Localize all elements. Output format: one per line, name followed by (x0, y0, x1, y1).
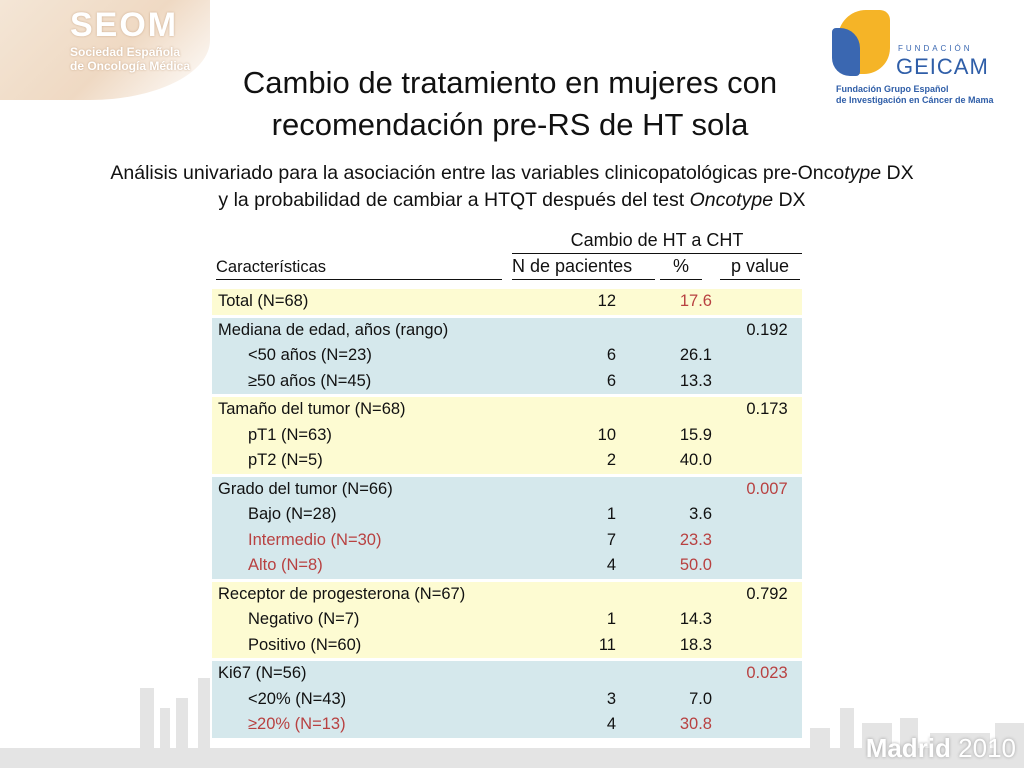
table-group (212, 477, 802, 579)
subtitle-line1-b: type (844, 162, 882, 184)
table-group (212, 397, 802, 474)
row-label: ≥50 años (N=45) (248, 371, 372, 390)
page-title (150, 62, 870, 146)
row-n-pacientes: 10 (597, 425, 616, 444)
row-percent: 7.0 (689, 689, 712, 708)
footer-year: 2010 (958, 733, 1016, 763)
row-n-pacientes: 1 (606, 610, 616, 629)
row-label: pT2 (N=5) (248, 451, 323, 470)
row-label: ≥20% (N=13) (248, 715, 346, 734)
row-label: Positivo (N=60) (248, 635, 362, 654)
table-row (212, 423, 802, 449)
row-label: Bajo (N=28) (248, 505, 337, 524)
row-percent: 18.3 (679, 635, 712, 654)
subtitle-line1-a: Análisis univariado para la asociación entre las variables clinicopatológicas pre-Onco (110, 162, 845, 184)
row-percent: 15.9 (679, 425, 712, 444)
table-header (212, 226, 802, 286)
table-row (212, 289, 802, 315)
row-percent: 40.0 (679, 451, 712, 470)
header-caracteristicas: Características (216, 258, 502, 280)
row-label: Intermedio (N=30) (248, 530, 382, 549)
row-label: Ki67 (N=56) (218, 664, 307, 683)
row-n-pacientes: 3 (606, 689, 616, 708)
row-label: <20% (N=43) (248, 689, 347, 708)
geicam-desc-line1: Fundación Grupo Español (836, 84, 949, 94)
table-row (212, 318, 802, 344)
results-table (212, 226, 802, 738)
subtitle-line2-b: Oncotype (689, 189, 774, 211)
row-p-value: 0.007 (746, 479, 788, 498)
seom-logo-line2: de Oncología Médica (70, 59, 191, 73)
row-p-value: 0.792 (746, 584, 788, 603)
subtitle-line1-c: DX (881, 162, 914, 184)
row-label: Total (N=68) (218, 292, 309, 311)
table-row (212, 582, 802, 608)
footer-city-year (866, 733, 1016, 764)
subtitle-line1 (20, 160, 1004, 187)
table-row (212, 553, 802, 579)
title-line2: recomendación pre-RS de HT sola (271, 107, 749, 142)
row-p-value: 0.173 (746, 400, 788, 419)
row-p-value: 0.023 (746, 664, 788, 683)
geicam-name: GEICAM (896, 54, 989, 79)
header-p-value: p value (720, 256, 800, 280)
table-body (212, 289, 802, 738)
title-line1: Cambio de tratamiento en mujeres con (242, 65, 778, 100)
row-percent: 13.3 (679, 371, 712, 390)
table-row (212, 633, 802, 659)
table-group (212, 318, 802, 395)
table-group (212, 582, 802, 659)
row-n-pacientes: 7 (606, 530, 616, 549)
subtitle-line2 (20, 187, 1004, 214)
seom-logo-line1: Sociedad Española (70, 45, 181, 59)
table-row (212, 528, 802, 554)
table-row (212, 343, 802, 369)
row-n-pacientes: 6 (606, 371, 616, 390)
row-n-pacientes: 4 (606, 556, 616, 575)
row-n-pacientes: 11 (598, 635, 616, 654)
subtitle-line2-a: y la probabilidad de cambiar a HTQT después del test (218, 189, 690, 211)
table-row (212, 397, 802, 423)
row-label: <50 años (N=23) (248, 346, 372, 365)
row-label: Grado del tumor (N=66) (218, 479, 393, 498)
header-percent: % (660, 256, 702, 280)
row-percent: 17.6 (679, 292, 712, 311)
table-row (212, 369, 802, 395)
seom-logo-name: SEOM (70, 6, 179, 44)
row-label: Tamaño del tumor (N=68) (218, 400, 406, 419)
header-group-cambio: Cambio de HT a CHT (512, 230, 802, 254)
row-label: Negativo (N=7) (248, 610, 360, 629)
subtitle-line2-c: DX (773, 189, 806, 211)
row-percent: 23.3 (679, 530, 712, 549)
page-subtitle (20, 160, 1004, 214)
row-label: Mediana de edad, años (rango) (218, 320, 449, 339)
footer-city: Madrid (865, 733, 951, 763)
row-percent: 30.8 (679, 715, 712, 734)
table-group (212, 289, 802, 315)
geicam-desc-line2: de Investigación en Cáncer de Mama (836, 95, 994, 105)
row-label: Receptor de progesterona (N=67) (218, 584, 466, 603)
row-n-pacientes: 1 (606, 505, 616, 524)
row-n-pacientes: 4 (606, 715, 616, 734)
row-n-pacientes: 12 (597, 292, 616, 311)
row-label: Alto (N=8) (248, 556, 323, 575)
row-n-pacientes: 2 (606, 451, 616, 470)
table-row (212, 477, 802, 503)
row-p-value: 0.192 (746, 320, 788, 339)
header-n-pacientes: N de pacientes (512, 256, 655, 280)
row-percent: 50.0 (679, 556, 712, 575)
row-n-pacientes: 6 (606, 346, 616, 365)
row-percent: 14.3 (679, 610, 712, 629)
table-row (212, 448, 802, 474)
row-percent: 26.1 (679, 346, 712, 365)
geicam-fundacion-text: FUNDACIÓN (898, 44, 973, 53)
table-row (212, 607, 802, 633)
row-percent: 3.6 (689, 505, 712, 524)
table-row (212, 502, 802, 528)
row-label: pT1 (N=63) (248, 425, 332, 444)
